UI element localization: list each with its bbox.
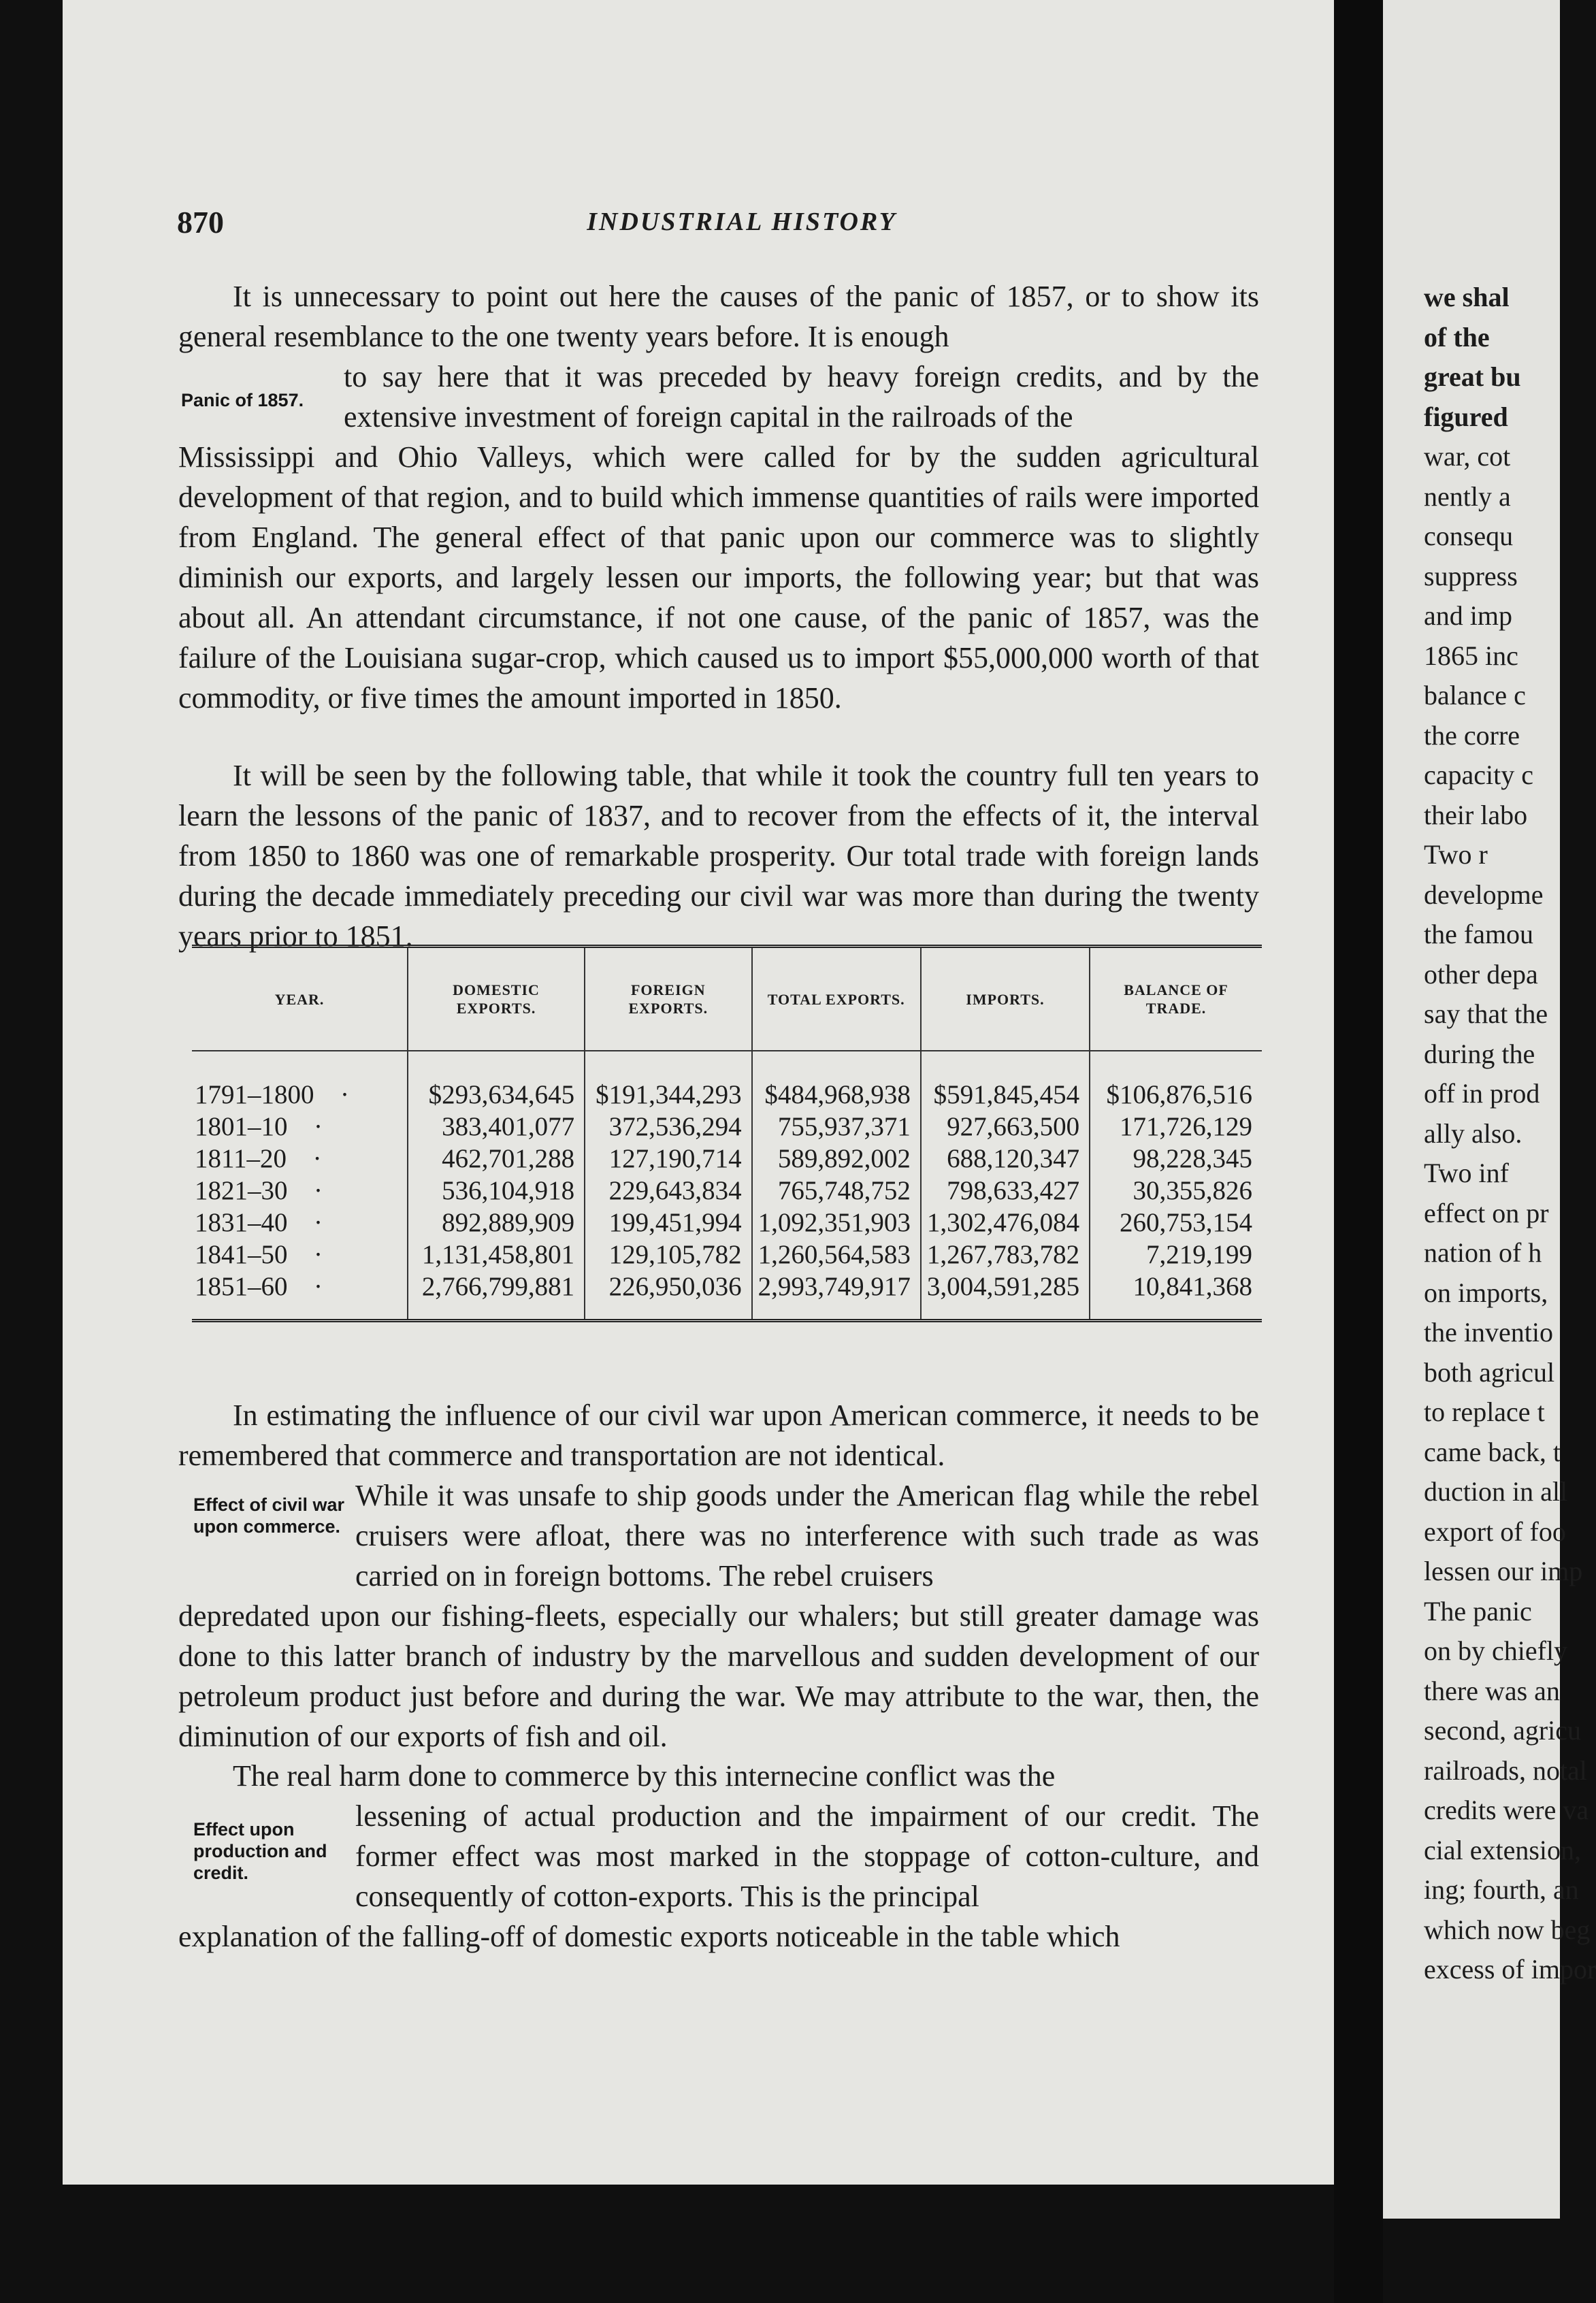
cell-value: 3,004,591,285 xyxy=(921,1271,1090,1321)
right-page xyxy=(1383,0,1596,2219)
col-domestic-exports-header: DOMESTIC EXPORTS. xyxy=(408,947,585,1051)
cell-value: 127,190,714 xyxy=(585,1143,752,1175)
cell-value: 226,950,036 xyxy=(585,1271,752,1321)
right-page-line: war, cot xyxy=(1424,441,1511,472)
cell-value: 1,267,783,782 xyxy=(921,1239,1090,1271)
sidenote-production-credit: Effect upon production and credit. xyxy=(193,1819,327,1883)
right-page-line: to replace t xyxy=(1424,1396,1545,1427)
leader-dot: · xyxy=(314,1240,323,1269)
col-imports-header: IMPORTS. xyxy=(921,947,1090,1051)
cell-value: 927,663,500 xyxy=(921,1111,1090,1143)
right-page-line: export of foo xyxy=(1424,1516,1566,1547)
right-page-line: during the xyxy=(1424,1038,1535,1069)
right-page-line: railroads, notal xyxy=(1424,1754,1587,1786)
right-page-line: which now beg xyxy=(1424,1914,1591,1945)
right-page-line: Two inf xyxy=(1424,1158,1509,1188)
page-header xyxy=(177,204,1266,252)
right-page-line: off in prod xyxy=(1424,1078,1540,1109)
cell-value: 383,401,077 xyxy=(408,1111,585,1143)
paragraph-1-continued: Mississippi and Ohio Valleys, which were called for by the sudden agricultural development of that region, and to build which immense quantities of rails were imported from England. The general effect of that panic upon our commerce was to slightly diminish our exports, and largely lessen our imports, the following year; but that was about all. An attendant circumstance, if not one cause, of the panic of 1857, was the failure of the Louisiana sugar-crop, which caused us to import $55,000,000 worth of that commodity, or five times the amount imported in 1850. xyxy=(178,440,1259,715)
col-balance-header: BALANCE OF TRADE. xyxy=(1090,947,1262,1051)
year-label: 1791–1800 xyxy=(195,1080,314,1109)
cell-value: 10,841,368 xyxy=(1090,1271,1262,1321)
cell-year xyxy=(192,1239,408,1271)
cell-year xyxy=(192,1111,408,1143)
right-page-line: second, agricu xyxy=(1424,1715,1582,1746)
paragraph-2: It will be seen by the following table, that while it took the country full ten years to learn the lessons of the panic of 1837, and to recover from the effects of it, the interval from 1850 to 1860 was one of remarkable prosperity. Our total trade with foreign lands during the decade immediately preceding our civil war was more than during the twenty years prior to 1851. xyxy=(178,759,1259,953)
cell-value: 2,766,799,881 xyxy=(408,1271,585,1321)
right-page-line: great bu xyxy=(1424,361,1521,392)
leader-dot: · xyxy=(340,1080,349,1109)
book-spine xyxy=(1334,0,1383,2303)
right-page-line: consequ xyxy=(1424,521,1514,551)
right-page-line: and imp xyxy=(1424,600,1512,631)
paragraph-4-indented: lessening of actual production and the impairment of our credit. The former effect was most marked in the stoppage of cotton-culture, and consequently of cotton-exports. This is the principal xyxy=(355,1799,1259,1913)
paragraph-1-opening: It is unnecessary to point out here the causes of the panic of 1857, or to show its general resemblance to the one twenty years before. It is enough xyxy=(178,280,1259,353)
leader-dot: · xyxy=(314,1272,323,1301)
cell-value: 1,260,564,583 xyxy=(752,1239,921,1271)
year-label: 1801–10 xyxy=(195,1112,288,1141)
paragraph-4-continued: explanation of the falling-off of domestic exports noticeable in the table which xyxy=(178,1920,1120,1953)
cell-value: 2,993,749,917 xyxy=(752,1271,921,1321)
table-row xyxy=(192,1271,1262,1321)
right-page-line: other depa xyxy=(1424,958,1538,990)
right-page-line: the famou xyxy=(1424,919,1534,949)
right-page-line: the inventio xyxy=(1424,1317,1553,1348)
right-page-line: the corre xyxy=(1424,719,1520,751)
cell-value: $191,344,293 xyxy=(585,1051,752,1111)
right-page-line: on imports, xyxy=(1424,1277,1548,1308)
right-page-line: ally also. xyxy=(1424,1117,1522,1149)
right-page-line: effect on pr xyxy=(1424,1197,1549,1228)
sidenote-panic-1857: Panic of 1857. xyxy=(181,390,304,410)
leader-dot: · xyxy=(312,1144,322,1173)
cell-value: 892,889,909 xyxy=(408,1207,585,1239)
cell-year xyxy=(192,1051,408,1111)
running-title: INDUSTRIAL HISTORY xyxy=(587,208,897,236)
right-page-line: came back, t xyxy=(1424,1436,1561,1467)
cell-year xyxy=(192,1207,408,1239)
right-page-line: say that the xyxy=(1424,998,1548,1029)
cell-year xyxy=(192,1143,408,1175)
right-page-line: of the xyxy=(1424,321,1490,353)
leader-dot: · xyxy=(314,1176,323,1205)
right-page-line: balance c xyxy=(1424,680,1526,710)
year-label: 1851–60 xyxy=(195,1272,288,1301)
right-page-line: nation of h xyxy=(1424,1237,1542,1268)
table-row xyxy=(192,1175,1262,1207)
table-row xyxy=(192,1111,1262,1143)
right-page-line: lessen our imp xyxy=(1424,1556,1583,1586)
paragraph-3-indented: While it was unsafe to ship goods under the American flag while the rebel cruisers were afloat, there was no interference with such trade as was carried on in foreign bottoms. The rebel cruisers xyxy=(355,1479,1259,1592)
trade-table xyxy=(192,945,1262,1322)
right-page-line: capacity c xyxy=(1424,760,1533,790)
cell-value: 30,355,826 xyxy=(1090,1175,1262,1207)
paragraph-3-continued: depredated upon our fishing-fleets, especially our whalers; but still greater damage was done to this latter branch of industry by the marvellous and sudden development of our petroleum product just before and during the war. We may attribute to the war, then, the diminution of our exports of fish and oil. xyxy=(178,1599,1259,1753)
right-page-line: suppress xyxy=(1424,560,1518,591)
right-page-line: The panic xyxy=(1424,1595,1532,1627)
col-year-header: YEAR. xyxy=(192,947,408,1051)
cell-year xyxy=(192,1271,408,1321)
cell-value: 589,892,002 xyxy=(752,1143,921,1175)
cell-value: 755,937,371 xyxy=(752,1111,921,1143)
right-page-line: we shal xyxy=(1424,282,1510,312)
year-label: 1831–40 xyxy=(195,1208,288,1237)
cell-value: 7,219,199 xyxy=(1090,1239,1262,1271)
year-label: 1841–50 xyxy=(195,1240,288,1269)
right-page-line: their labo xyxy=(1424,799,1528,830)
year-label: 1821–30 xyxy=(195,1176,288,1205)
cell-value: 260,753,154 xyxy=(1090,1207,1262,1239)
cell-value: $106,876,516 xyxy=(1090,1051,1262,1111)
right-page-line: nently a xyxy=(1424,480,1511,512)
table-header-row xyxy=(192,947,1262,1051)
cell-value: 1,131,458,801 xyxy=(408,1239,585,1271)
cell-value: 1,092,351,903 xyxy=(752,1207,921,1239)
table-row xyxy=(192,1143,1262,1175)
col-total-exports-header: TOTAL EXPORTS. xyxy=(752,947,921,1051)
right-page-line: 1865 inc xyxy=(1424,640,1518,671)
right-page-line: there was an xyxy=(1424,1675,1560,1706)
page-number: 870 xyxy=(177,205,224,240)
cell-value: 171,726,129 xyxy=(1090,1111,1262,1143)
right-page-line: ing; fourth, an xyxy=(1424,1874,1579,1905)
right-page-line: figured xyxy=(1424,401,1508,432)
paragraph-4-opening: The real harm done to commerce by this internecine conflict was the xyxy=(233,1759,1056,1793)
table-body xyxy=(192,1051,1262,1321)
cell-value: $484,968,938 xyxy=(752,1051,921,1111)
right-page-line: on by chiefly xyxy=(1424,1635,1568,1666)
table-row xyxy=(192,1239,1262,1271)
cell-value: 229,643,834 xyxy=(585,1175,752,1207)
cell-value: 536,104,918 xyxy=(408,1175,585,1207)
table-row xyxy=(192,1051,1262,1111)
right-page-text xyxy=(1424,278,1596,1990)
leader-dot: · xyxy=(314,1112,323,1141)
cell-value: 462,701,288 xyxy=(408,1143,585,1175)
cell-value: 1,302,476,084 xyxy=(921,1207,1090,1239)
right-page-line: credits were va xyxy=(1424,1795,1589,1825)
table-row xyxy=(192,1207,1262,1239)
right-page-line: developme xyxy=(1424,879,1544,910)
paragraph-3-opening: In estimating the influence of our civil war upon American commerce, it needs to be remembered that commerce and transportation are not identical. xyxy=(178,1399,1259,1472)
paragraph-1-indented: to say here that it was preceded by heavy foreign credits, and by the extensive investment of foreign capital in the railroads of the xyxy=(344,360,1259,434)
right-page-line: excess of impor xyxy=(1424,1954,1596,1984)
cell-value: 372,536,294 xyxy=(585,1111,752,1143)
cell-value: 765,748,752 xyxy=(752,1175,921,1207)
sidenote-civil-war: Effect of civil war upon commerce. xyxy=(193,1494,345,1537)
right-page-line: cial extension, xyxy=(1424,1834,1582,1865)
leader-dot: · xyxy=(314,1208,323,1237)
right-page-line: duction in all xyxy=(1424,1476,1568,1507)
cell-value: 798,633,427 xyxy=(921,1175,1090,1207)
col-foreign-exports-header: FOREIGN EXPORTS. xyxy=(585,947,752,1051)
right-page-line: Two r xyxy=(1424,839,1488,870)
right-page-line: both agricul xyxy=(1424,1356,1555,1388)
year-label: 1811–20 xyxy=(195,1144,287,1173)
cell-value: $293,634,645 xyxy=(408,1051,585,1111)
cell-value: 688,120,347 xyxy=(921,1143,1090,1175)
cell-value: 129,105,782 xyxy=(585,1239,752,1271)
cell-value: 199,451,994 xyxy=(585,1207,752,1239)
cell-value: $591,845,454 xyxy=(921,1051,1090,1111)
cell-year xyxy=(192,1175,408,1207)
cell-value: 98,228,345 xyxy=(1090,1143,1262,1175)
